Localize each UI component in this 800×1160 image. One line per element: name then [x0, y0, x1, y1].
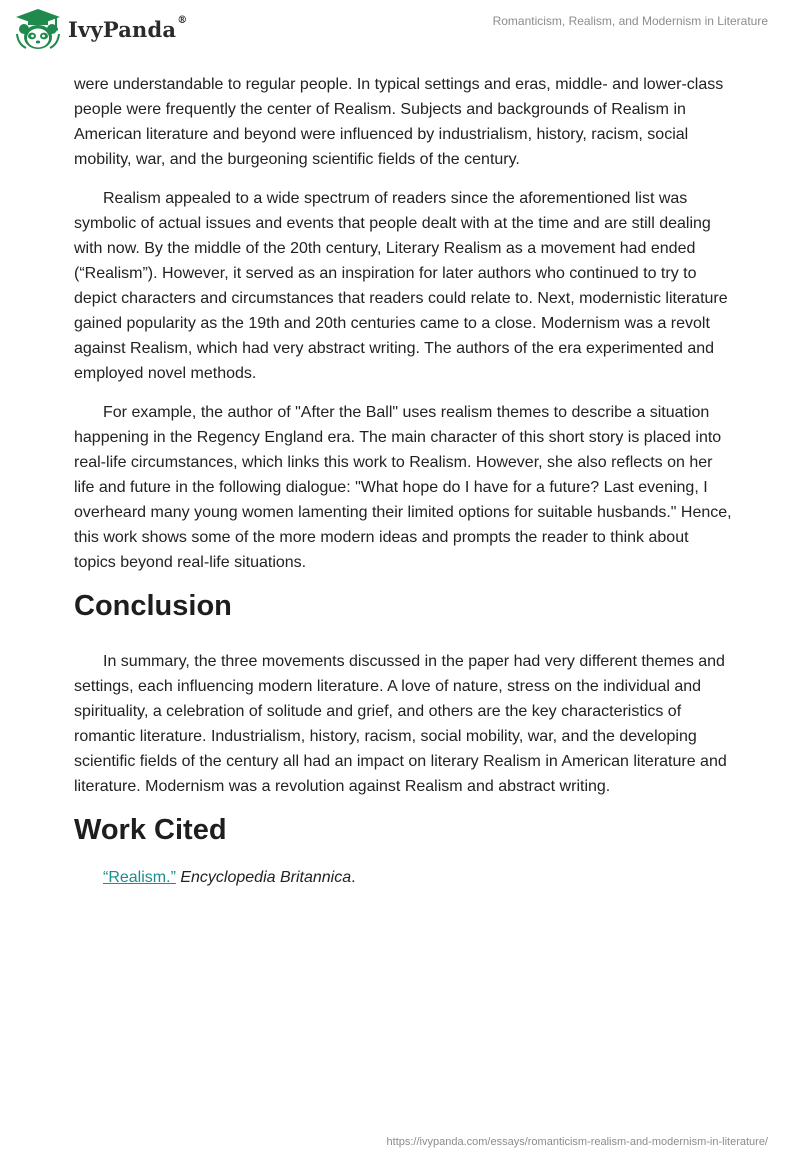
body-paragraph-2: Realism appealed to a wide spectrum of readers since the aforementioned list was symbolic of actual issues and events that people dealt with at the time and are still dealing with now. By the middle of the 20th century, Literary Realism as a movement had ended (“Realism”). However, it served as an inspiration for later authors who continued to try to depict characters and circumstances that readers could relate to. Next, modernistic literature gained popularity as the 19th and 20th centuries came to a close. Modernism was a revolt against Realism, which had very abstract writing. The authors of the era experimented and employed novel methods.	[74, 190, 728, 382]
body-paragraph-1: were understandable to regular people. In typical settings and eras, middle- and lower-class people were frequently the center of Realism. Subjects and backgrounds of Realism in American literature and beyond were influenced by industrialism, history, racism, social mobility, war, and the burgeoning scientific fields of the century.	[74, 76, 724, 168]
citation-source: Encyclopedia Britannica	[180, 869, 352, 886]
footer-url: https://ivypanda.com/essays/romanticism-realism-and-modernism-in-literature/	[386, 1136, 768, 1148]
conclusion-heading: Conclusion	[74, 590, 232, 622]
citation-period: .	[351, 869, 356, 886]
essay-content	[74, 72, 734, 890]
citation-entry	[74, 865, 734, 890]
brand-name: IvyPanda®	[68, 14, 188, 42]
body-paragraph-3: For example, the author of "After the Ball" uses realism themes to describe a situation happening in the Regency England era. The main character of this short story is placed into real-life circumstances, which links this work to Realism. However, she also reflects on her life and future in the following dialogue: "What hope do I have for a future? Last evening, I overheard many young women lamenting their limited options for suitable husbands." Hence, this work shows some of the more modern ideas and prompts the reader to think about topics beyond real-life situations.	[74, 404, 732, 571]
ivypanda-logo[interactable]	[14, 8, 187, 50]
works-cited-heading: Work Cited	[74, 814, 227, 846]
document-title: Romanticism, Realism, and Modernism in Literature	[492, 14, 768, 28]
page-header	[0, 0, 800, 60]
citation-link[interactable]: “Realism.”	[103, 869, 176, 886]
panda-graduate-icon	[14, 8, 62, 50]
conclusion-paragraph: In summary, the three movements discussed in the paper had very different themes and settings, each influencing modern literature. A love of nature, stress on the individual and spirituality, a celebration of solitude and grief, and others are the key characteristics of romantic literature. Industrialism, history, racism, social mobility, war, and the developing scientific fields of the century all had an impact on literary Realism in American literature and literature. Modernism was a revolution against Realism and abstract writing.	[74, 653, 727, 795]
